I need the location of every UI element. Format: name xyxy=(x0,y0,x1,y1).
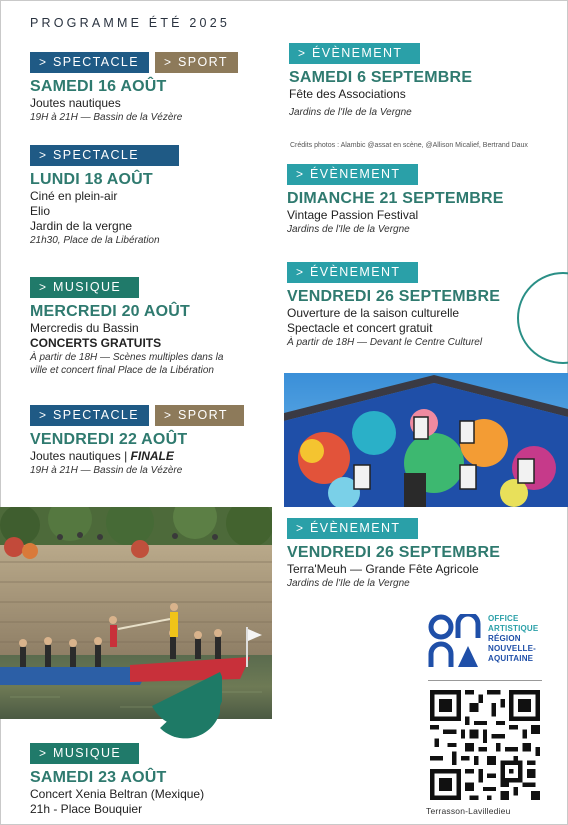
tag-label: ÉVÈNEMENT xyxy=(312,46,403,60)
event-vendredi-22-aout xyxy=(30,405,244,477)
oara-line: AQUITAINE xyxy=(488,654,534,663)
tag-label: SPECTACLE xyxy=(53,408,140,422)
oara-line: RÉGION xyxy=(488,634,521,643)
tag-spectacle[interactable] xyxy=(30,405,149,426)
photo-centre-culturel-mural xyxy=(284,373,568,507)
tag-evenement[interactable] xyxy=(287,518,418,539)
oara-line: NOUVELLE- xyxy=(488,644,537,653)
chevron-right-icon: > xyxy=(164,408,172,422)
event-tags xyxy=(287,262,500,283)
separator: | xyxy=(124,449,131,463)
tag-evenement[interactable] xyxy=(289,43,420,64)
qr-code[interactable] xyxy=(430,690,540,800)
tag-label: SPECTACLE xyxy=(53,148,140,162)
event-time-place: À partir de 18H — Scènes multiples dans la ville et concert final Place de la Libération xyxy=(30,352,224,376)
tag-sport[interactable] xyxy=(155,52,238,73)
event-place: Jardins de l'Ile de la Vergne xyxy=(287,578,410,589)
tag-evenement[interactable] xyxy=(287,262,418,283)
event-title: Terra'Meuh — Grande Fête Agricole xyxy=(287,562,479,576)
chevron-right-icon: > xyxy=(296,521,304,535)
event-dimanche-21-septembre xyxy=(287,164,504,236)
event-vendredi-26-septembre-ouverture xyxy=(287,262,500,349)
event-date: DIMANCHE 21 SEPTEMBRE xyxy=(287,190,504,207)
tag-musique[interactable] xyxy=(30,743,139,764)
event-tags xyxy=(30,743,204,764)
qr-code-icon xyxy=(430,690,540,800)
tag-label: SPECTACLE xyxy=(53,55,140,69)
tag-label: MUSIQUE xyxy=(53,746,122,760)
chevron-right-icon: > xyxy=(39,280,47,294)
event-title: Ciné en plein-air xyxy=(30,189,118,203)
tag-label: MUSIQUE xyxy=(53,280,122,294)
chevron-right-icon: > xyxy=(298,46,306,60)
chevron-right-icon: > xyxy=(39,746,47,760)
event-mercredi-20-aout xyxy=(30,277,230,377)
event-date: SAMEDI 23 AOÛT xyxy=(30,769,167,786)
chevron-right-icon: > xyxy=(39,148,47,162)
event-date: MERCREDI 20 AOÛT xyxy=(30,303,190,320)
chevron-right-icon: > xyxy=(39,408,47,422)
event-lundi-18-aout xyxy=(30,145,179,247)
tag-sport[interactable] xyxy=(155,405,244,426)
event-time-place: 19H à 21H — Bassin de la Vézère xyxy=(30,112,183,123)
decorative-green-shape xyxy=(150,672,222,742)
program-title: PROGRAMME ÉTÉ 2025 xyxy=(30,16,231,30)
event-time-place: 21h - Place Bouquier xyxy=(30,802,143,816)
event-film: Elio xyxy=(30,204,51,218)
event-tags xyxy=(30,277,230,298)
tag-label: SPORT xyxy=(178,408,228,422)
event-time-place: À partir de 18H — Devant le Centre Culturel xyxy=(287,337,483,348)
event-vendredi-26-septembre-terrameuh xyxy=(287,518,500,590)
event-tags xyxy=(287,518,500,539)
chevron-right-icon: > xyxy=(39,55,47,69)
photo-joutes-nautiques xyxy=(0,507,272,719)
event-title-row xyxy=(30,449,244,464)
event-tags xyxy=(30,145,179,166)
tag-musique[interactable] xyxy=(30,277,139,298)
photo-mural-svg xyxy=(284,373,568,507)
logo-divider xyxy=(428,680,542,681)
event-date: VENDREDI 26 SEPTEMBRE xyxy=(287,288,501,305)
decorative-circle xyxy=(517,272,568,364)
event-date: VENDREDI 22 AOÛT xyxy=(30,431,188,448)
event-tags xyxy=(30,52,238,73)
chevron-right-icon: > xyxy=(296,167,304,181)
tag-spectacle[interactable] xyxy=(30,145,179,166)
photo-credits: Crédits photos : Alambic @assat en scène, @Allison Micalief, Bertrand Daux xyxy=(290,142,528,149)
event-date: VENDREDI 26 SEPTEMBRE xyxy=(287,544,501,561)
event-title: Joutes nautiques xyxy=(30,449,121,463)
event-title: Fête des Associations xyxy=(289,87,406,101)
event-date: LUNDI 18 AOÛT xyxy=(30,171,153,188)
event-highlight: FINALE xyxy=(130,449,174,463)
event-title: Vintage Passion Festival xyxy=(287,208,419,222)
event-subtitle: Spectacle et concert gratuit xyxy=(287,321,433,335)
event-tags xyxy=(289,43,472,64)
event-samedi-23-aout xyxy=(30,743,204,817)
oara-logo[interactable] xyxy=(428,612,546,672)
event-title: Mercredis du Bassin xyxy=(30,321,139,335)
tag-label: ÉVÈNEMENT xyxy=(310,521,401,535)
event-title: Ouverture de la saison culturelle xyxy=(287,306,460,320)
photo-joutes-nautiques-svg xyxy=(0,507,272,719)
event-title: Joutes nautiques xyxy=(30,96,121,110)
oara-logo-mark xyxy=(428,614,484,670)
event-place: Jardins de l'Ile de la Vergne xyxy=(287,224,410,235)
tag-label: SPORT xyxy=(178,55,228,69)
oara-line: OFFICE xyxy=(488,614,519,623)
oara-line: ARTISTIQUE xyxy=(488,624,539,633)
tag-label: ÉVÈNEMENT xyxy=(310,167,401,181)
tag-label: ÉVÈNEMENT xyxy=(310,265,401,279)
event-venue: Jardin de la vergne xyxy=(30,219,133,233)
event-time-place: 21h30, Place de la Libération xyxy=(30,235,160,246)
event-tags xyxy=(30,405,244,426)
chevron-right-icon: > xyxy=(164,55,172,69)
tag-evenement[interactable] xyxy=(287,164,418,185)
event-place: Jardins de l'Ile de la Vergne xyxy=(289,107,412,118)
event-highlight: CONCERTS GRATUITS xyxy=(30,336,162,350)
event-date: SAMEDI 6 SEPTEMBRE xyxy=(289,69,473,86)
oara-logo-text xyxy=(488,614,538,664)
event-date: SAMEDI 16 AOÛT xyxy=(30,78,167,95)
chevron-right-icon: > xyxy=(296,265,304,279)
event-time-place: 19H à 21H — Bassin de la Vézère xyxy=(30,465,183,476)
event-samedi-16-aout xyxy=(30,52,238,124)
decorative-green-shape-svg xyxy=(150,672,222,742)
event-title: Concert Xenia Beltran (Mexique) xyxy=(30,787,205,801)
event-tags xyxy=(287,164,504,185)
event-samedi-6-septembre xyxy=(289,43,472,119)
qr-caption: Terrasson-Lavilledieu xyxy=(426,806,511,816)
tag-spectacle[interactable] xyxy=(30,52,149,73)
